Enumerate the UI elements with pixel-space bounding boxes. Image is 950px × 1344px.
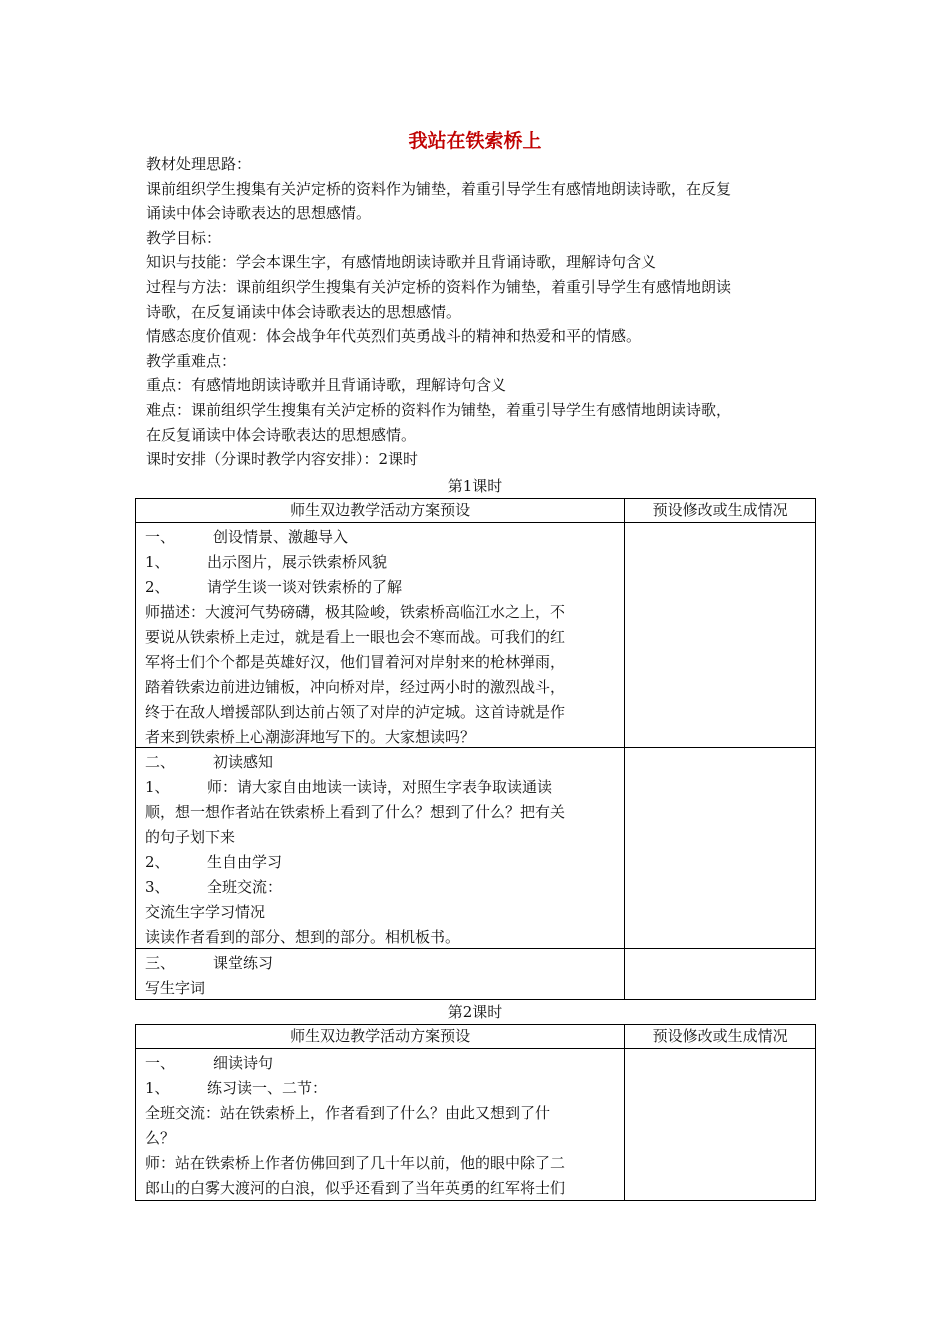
revision-cell [625, 1049, 816, 1201]
item-number: 二、 [145, 753, 176, 771]
item-text: 的句子划下来 [145, 828, 236, 846]
activity-line [145, 800, 616, 825]
activity-line [145, 976, 616, 1001]
activity-line [145, 675, 616, 700]
item-text: 交流生字学习情况 [145, 903, 266, 921]
intro-line: 过程与方法：课前组织学生搜集有关泸定桥的资料作为铺垫，着重引导学生有感情地朗读 [146, 277, 732, 296]
item-number: 1、 [145, 1079, 170, 1097]
lesson1-header-right: 预设修改或生成情况 [625, 499, 816, 523]
activity-line [145, 900, 616, 925]
item-text: 师：站在铁索桥上作者仿佛回到了几十年以前，他的眼中除了二 [145, 1154, 566, 1172]
activity-line [145, 1126, 616, 1151]
item-number: 一、 [145, 528, 176, 546]
activity-line [145, 700, 616, 725]
item-text: 踏着铁索边前进边铺板，冲向桥对岸，经过两小时的激烈战斗， [145, 678, 566, 696]
activity-line [145, 525, 616, 550]
item-number: 三、 [145, 954, 176, 972]
item-text: 创设情景、激趣导入 [213, 528, 349, 546]
item-text: 郎山的白雾大渡河的白浪，似乎还看到了当年英勇的红军将士们 [145, 1179, 566, 1197]
intro-line: 在反复诵读中体会诗歌表达的思想感情。 [146, 425, 417, 444]
lesson2-table [135, 1024, 816, 1201]
intro-line: 课时安排（分课时教学内容安排）：2课时 [146, 450, 419, 469]
activity-line [145, 1101, 616, 1126]
activity-cell [136, 949, 625, 1000]
intro-line: 教学重难点： [146, 351, 237, 370]
item-number: 2、 [145, 578, 170, 596]
activity-line [145, 625, 616, 650]
table-row [136, 748, 816, 949]
activity-line [145, 1176, 616, 1201]
item-text: 细读诗句 [213, 1054, 274, 1072]
lesson1-caption: 第1课时 [447, 477, 503, 495]
table-row [136, 949, 816, 1000]
activity-line [145, 575, 616, 600]
intro-text [146, 152, 826, 472]
activity-cell [136, 523, 625, 748]
activity-line [145, 750, 616, 775]
revision-cell [625, 949, 816, 1000]
document-title: 我站在铁索桥上 [408, 130, 542, 152]
revision-cell [625, 748, 816, 949]
table-row [136, 523, 816, 748]
item-text: 练习读一、二节： [207, 1079, 328, 1097]
activity-line [145, 650, 616, 675]
activity-cell [136, 748, 625, 949]
intro-line: 难点：课前组织学生搜集有关泸定桥的资料作为铺垫，着重引导学生有感情地朗读诗歌， [146, 400, 732, 419]
item-number: 1、 [145, 778, 170, 796]
lesson2-header-right: 预设修改或生成情况 [625, 1025, 816, 1049]
item-text: 全班交流：站在铁索桥上，作者看到了什么？由此又想到了什 [145, 1104, 551, 1122]
intro-line: 诵读中体会诗歌表达的思想感情。 [146, 204, 372, 223]
activity-line [145, 1051, 616, 1076]
revision-cell [625, 523, 816, 748]
item-text: 者来到铁索桥上心潮澎湃地写下的。大家想读吗？ [145, 728, 476, 746]
activity-line [145, 725, 616, 750]
item-number: 一、 [145, 1054, 176, 1072]
item-text: 写生字词 [145, 979, 206, 997]
intro-line: 教学目标： [146, 228, 222, 247]
item-number: 1、 [145, 553, 170, 571]
item-text: 师：请大家自由地读一读诗，对照生字表争取读通读 [207, 778, 553, 796]
activity-line [145, 875, 616, 900]
intro-line: 教材处理思路： [146, 155, 252, 173]
item-text: 终于在敌人增援部队到达前占领了对岸的泸定城。这首诗就是作 [145, 703, 566, 721]
activity-line [145, 600, 616, 625]
item-text: 课堂练习 [213, 954, 274, 972]
lesson2-header-left: 师生双边教学活动方案预设 [136, 1025, 625, 1049]
activity-line [145, 1151, 616, 1176]
item-text: 初读感知 [213, 753, 274, 771]
item-text: 生自由学习 [207, 853, 283, 871]
item-text: 请学生谈一谈对铁索桥的了解 [207, 578, 403, 596]
activity-line [145, 825, 616, 850]
item-number: 3、 [145, 878, 170, 896]
item-text: 出示图片，展示铁索桥风貌 [207, 553, 388, 571]
item-text: 读读作者看到的部分、想到的部分。相机板书。 [145, 928, 461, 946]
activity-line [145, 1076, 616, 1101]
intro-line: 诗歌，在反复诵读中体会诗歌表达的思想感情。 [146, 302, 462, 321]
table-row [136, 1049, 816, 1201]
activity-line [145, 925, 616, 950]
item-text: 军将士们个个都是英雄好汉，他们冒着河对岸射来的枪林弹雨， [145, 653, 566, 671]
item-text: 么？ [145, 1129, 176, 1147]
activity-line [145, 775, 616, 800]
activity-line [145, 951, 616, 976]
item-number: 2、 [145, 853, 170, 871]
item-text: 要说从铁索桥上走过，就是看上一眼也会不寒而战。可我们的红 [145, 628, 566, 646]
intro-line: 课前组织学生搜集有关泸定桥的资料作为铺垫，着重引导学生有感情地朗读诗歌，在反复 [146, 179, 732, 198]
lesson1-header-left: 师生双边教学活动方案预设 [136, 499, 625, 523]
item-text: 全班交流： [207, 878, 283, 896]
lesson1-table [135, 498, 816, 1000]
item-text: 师描述：大渡河气势磅礴，极其险峻，铁索桥高临江水之上，不 [145, 603, 566, 621]
activity-line [145, 550, 616, 575]
activity-cell [136, 1049, 625, 1201]
intro-line: 重点：有感情地朗读诗歌并且背诵诗歌，理解诗句含义 [146, 376, 507, 395]
lesson2-caption: 第2课时 [447, 1003, 503, 1021]
intro-line: 知识与技能：学会本课生字，有感情地朗读诗歌并且背诵诗歌，理解诗句含义 [146, 253, 657, 272]
item-text: 顺，想一想作者站在铁索桥上看到了什么？想到了什么？把有关 [145, 803, 566, 821]
activity-line [145, 850, 616, 875]
intro-line: 情感态度价值观：体会战争年代英烈们英勇战斗的精神和热爱和平的情感。 [146, 327, 642, 346]
